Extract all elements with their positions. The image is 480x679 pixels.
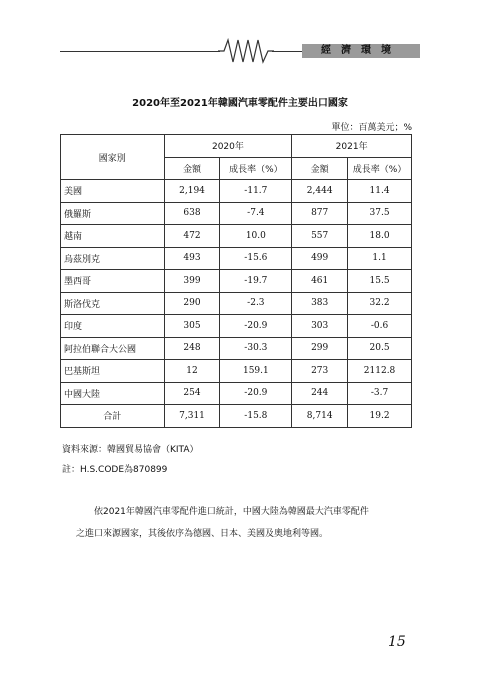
header-rule-left [60,51,220,52]
amount-2020-cell: 399 [164,270,220,293]
growth-2020-cell: 10.0 [220,225,292,248]
amount-2021-cell: 383 [292,292,348,315]
amount-2021-cell: 273 [292,360,348,383]
page-number: 15 [388,634,406,650]
table-total-row [61,405,412,428]
amount-2020-cell: 12 [164,360,220,383]
total-amount-2020: 7,311 [164,405,220,428]
country-cell: 印度 [61,315,165,338]
amount-2020-cell: 305 [164,315,220,338]
amount-2020-cell: 472 [164,225,220,248]
table-title: 2020年至2021年韓國汽車零配件主要出口國家 [132,98,348,109]
paragraph-line-1: 依2021年韓國汽車零配件進口統計，中國大陸為韓國最大汽車零配件 [94,507,369,517]
section-label: 經濟環境 [302,44,420,58]
header-rule-right [272,51,302,52]
country-cell: 俄羅斯 [61,202,165,225]
growth-2021-cell: 15.5 [348,270,412,293]
table-row [61,315,412,338]
header-wave-icon [218,36,274,66]
amount-2021-cell: 303 [292,315,348,338]
table-row [61,270,412,293]
amount-header-2021: 金額 [292,157,348,180]
growth-2020-cell: -20.9 [220,382,292,405]
table-row [61,360,412,383]
country-header: 國家別 [61,135,165,180]
total-growth-2020: -15.8 [220,405,292,428]
growth-2021-cell: 20.5 [348,337,412,360]
growth-2021-cell: 2112.8 [348,360,412,383]
year2-header: 2021年 [292,135,412,158]
year1-header: 2020年 [164,135,292,158]
growth-2020-cell: -30.3 [220,337,292,360]
table-row [61,247,412,270]
total-amount-2021: 8,714 [292,405,348,428]
table-row [61,382,412,405]
growth-2020-cell: -2.3 [220,292,292,315]
amount-2020-cell: 254 [164,382,220,405]
country-cell: 越南 [61,225,165,248]
country-cell: 中國大陸 [61,382,165,405]
country-cell: 墨西哥 [61,270,165,293]
growth-2020-cell: -7.4 [220,202,292,225]
amount-2021-cell: 557 [292,225,348,248]
table-unit: 單位：百萬美元；% [331,123,412,133]
table-row [61,337,412,360]
table-row [61,202,412,225]
growth-header-2020: 成長率（%） [220,157,292,180]
amount-2020-cell: 638 [164,202,220,225]
growth-2021-cell: 1.1 [348,247,412,270]
amount-2021-cell: 2,444 [292,180,348,203]
growth-2021-cell: 37.5 [348,202,412,225]
export-table [60,134,412,428]
table-row [61,180,412,203]
amount-2021-cell: 244 [292,382,348,405]
growth-2021-cell: -3.7 [348,382,412,405]
amount-header-2020: 金額 [164,157,220,180]
country-cell: 烏茲別克 [61,247,165,270]
paragraph-line-2: 之進口來源國家，其後依序為德國、日本、美國及奧地利等國。 [76,529,329,539]
table-row [61,225,412,248]
growth-2021-cell: 32.2 [348,292,412,315]
amount-2020-cell: 290 [164,292,220,315]
amount-2021-cell: 461 [292,270,348,293]
growth-2020-cell: -19.7 [220,270,292,293]
growth-2021-cell: 11.4 [348,180,412,203]
amount-2021-cell: 299 [292,337,348,360]
hs-code-note: 註：H.S.CODE為870899 [62,465,168,475]
total-growth-2021: 19.2 [348,405,412,428]
growth-2020-cell: 159.1 [220,360,292,383]
amount-2021-cell: 877 [292,202,348,225]
growth-2020-cell: -20.9 [220,315,292,338]
country-cell: 美國 [61,180,165,203]
growth-2020-cell: -15.6 [220,247,292,270]
source-note: 資料來源：韓國貿易協會（KITA） [62,445,199,455]
growth-2020-cell: -11.7 [220,180,292,203]
country-cell: 巴基斯坦 [61,360,165,383]
growth-header-2021: 成長率（%） [348,157,412,180]
amount-2020-cell: 2,194 [164,180,220,203]
amount-2021-cell: 499 [292,247,348,270]
growth-2021-cell: -0.6 [348,315,412,338]
country-cell: 阿拉伯聯合大公國 [61,337,165,360]
country-cell: 斯洛伐克 [61,292,165,315]
total-label: 合計 [61,405,165,428]
growth-2021-cell: 18.0 [348,225,412,248]
amount-2020-cell: 493 [164,247,220,270]
table-row [61,292,412,315]
amount-2020-cell: 248 [164,337,220,360]
